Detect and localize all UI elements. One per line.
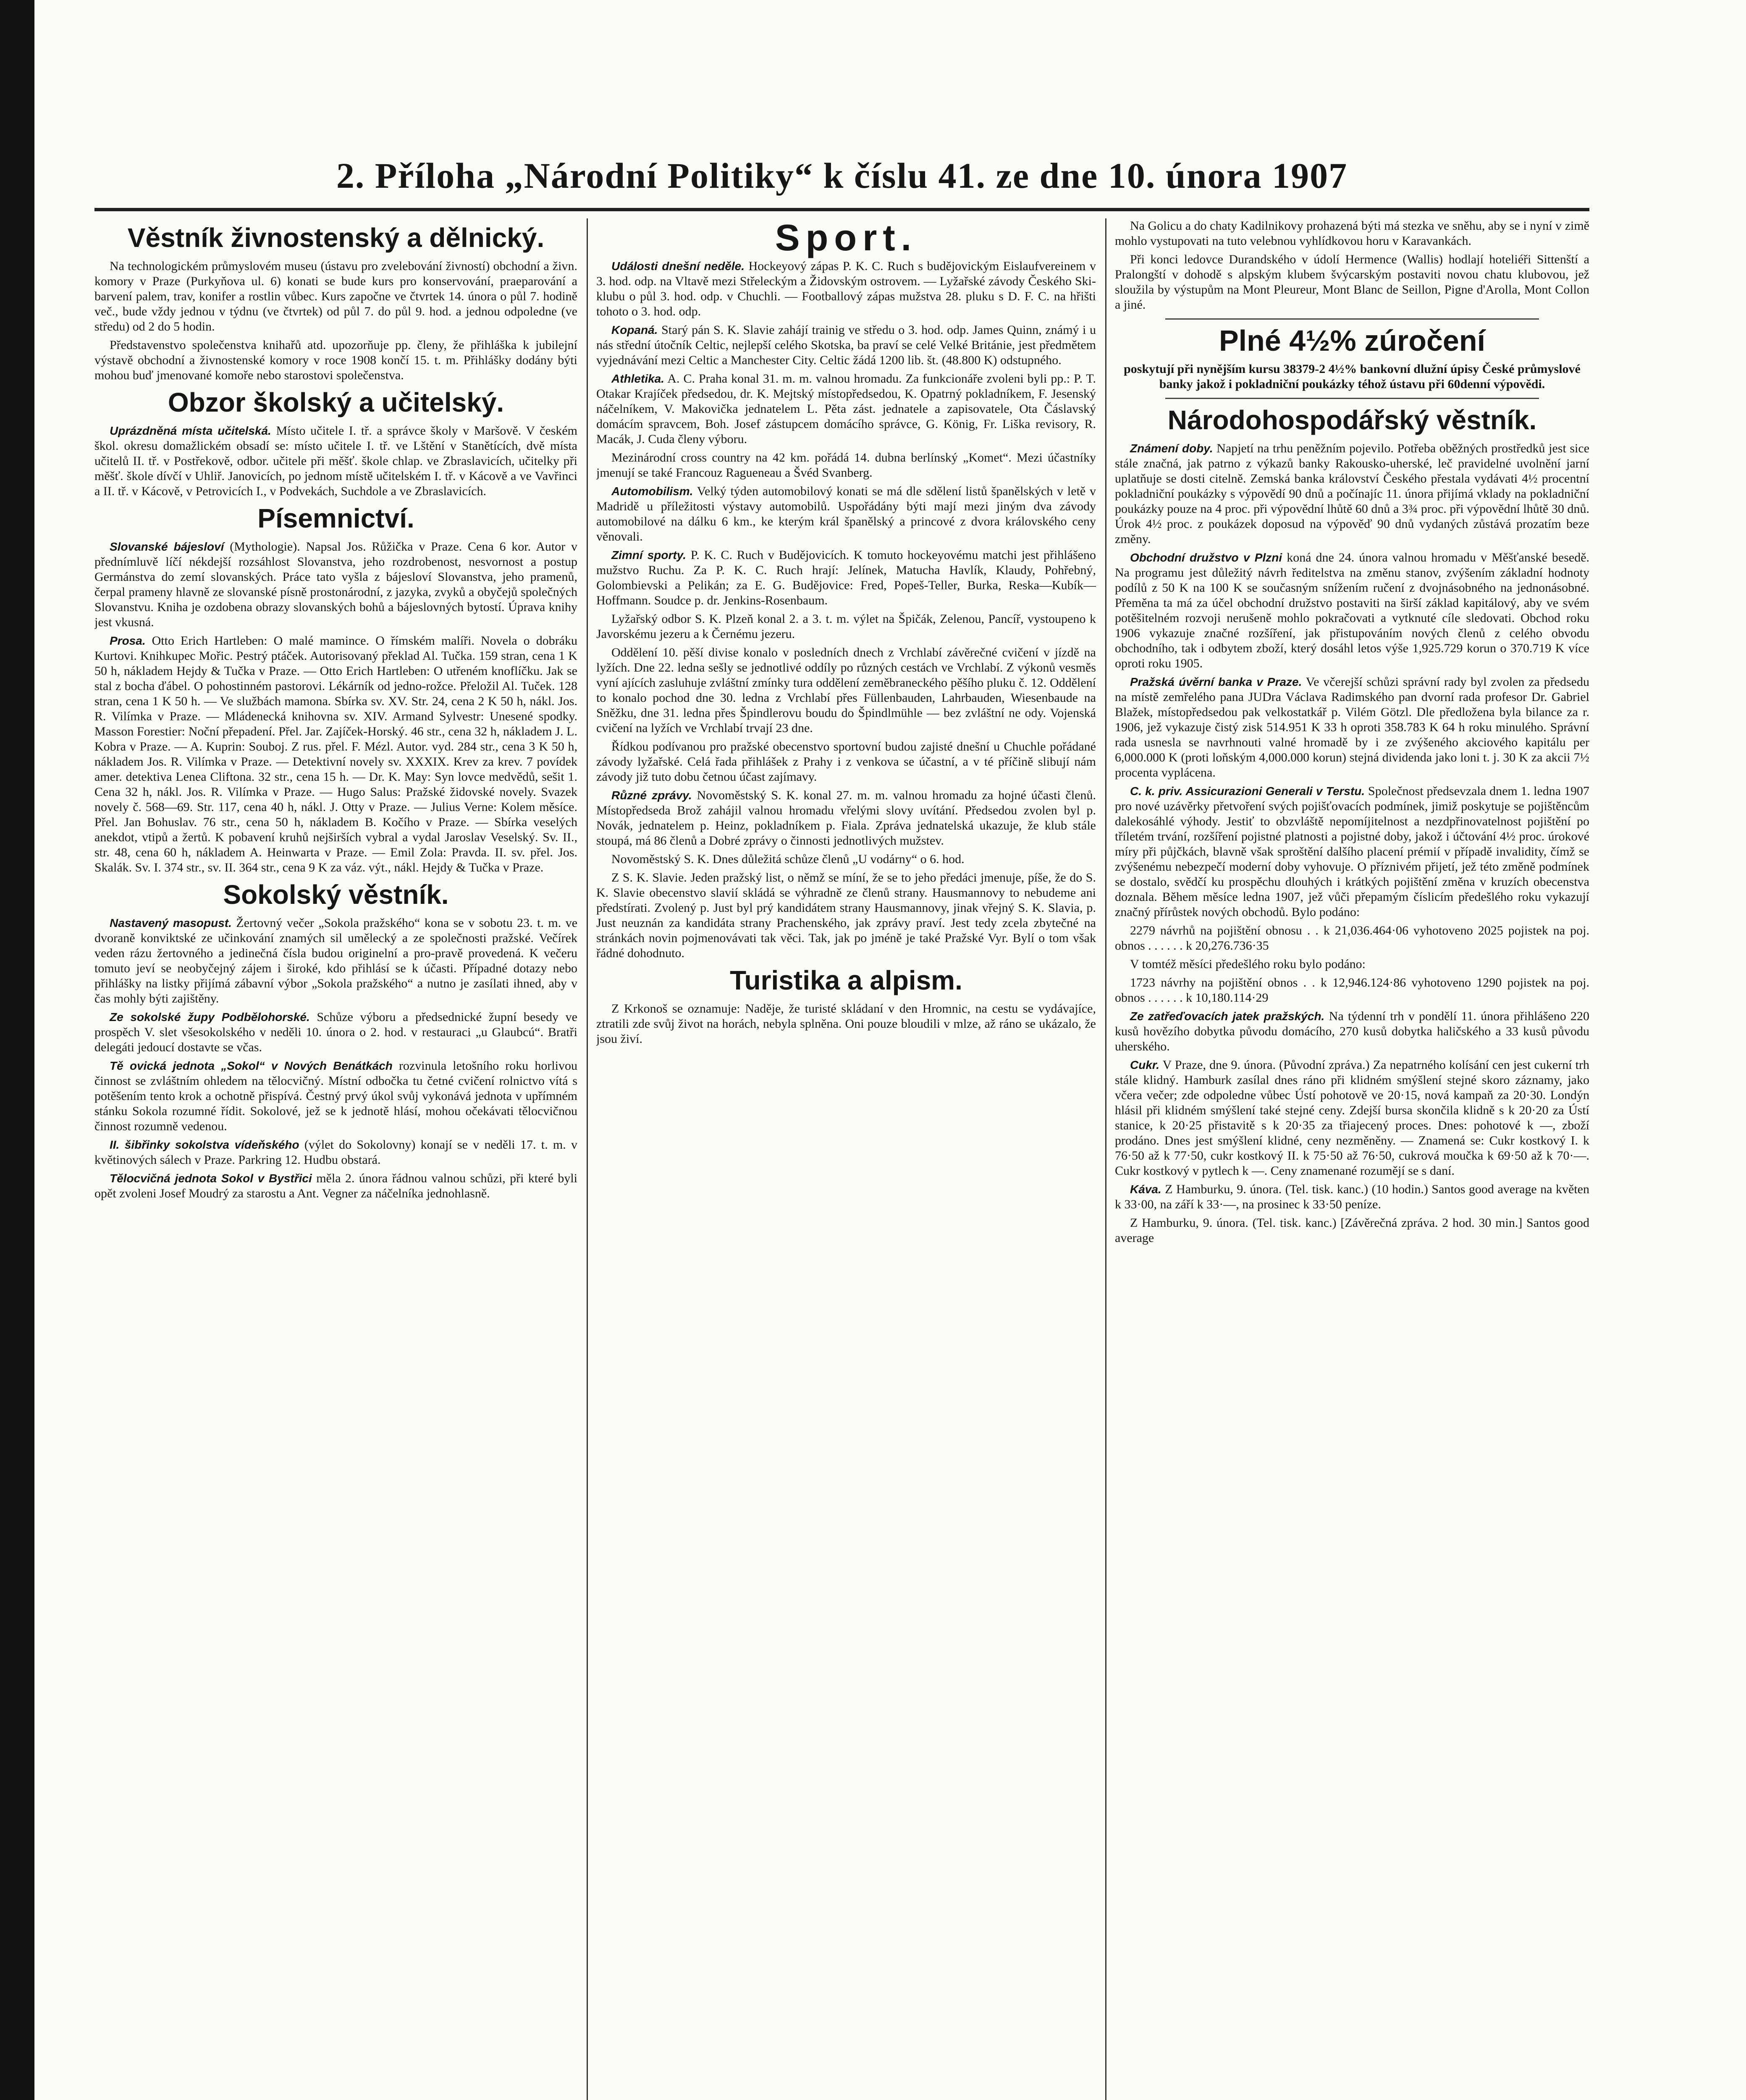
run-in-heading: II. šibřinky sokolstva vídeňského	[110, 1138, 299, 1151]
run-in-heading: Obchodní družstvo v Plzni	[1130, 551, 1282, 564]
article-paragraph	[1115, 441, 1589, 547]
article-text: V Praze, dne 9. února. (Původní zpráva.) Za nepatrného kolísání cen jest cukerní trh stále klidný. Hamburk zasílal dnes ráno při klidném smýšlení stejné skoro záznamy, jako včera večer; zde odpoledne vůbec Ústí pohotově ve 20·15, nová kampaň za 20·30. Londýn hlásil při klidném smýšlení také stejné ceny. Zdejší bursa skončila klidně s k 20·20 za Ústí stanice, k 20·25 přistavitě s k 20·35 za třiajecený proces. Dnes: pohotové k —, zboží prodáno. Dnes jest smýšlení klidné, ceny nezměněny. — Znamená se: Cukr kostkový I. k 76·50 až k 77·50, cukr kostkový II. k 75·50 až 76·50, cukrová moučka k 69·50 až k 70·—. Cukr kostkový v pytlech k —. Ceny znamenané rozumějí se s daní.	[1115, 1058, 1589, 1178]
article-text: rozvinula letošního roku horlivou činnost se zvláštním ohledem na tělocvičný. Místní odbočka tu četné cvičení rolnictvo vítá s potěšením tento krok a ochotně přispívá. Čestný prvý úkol svůj vykonává jednota v upřímném stánku Sokola rozumné řídit. Sokolové, jež se k jednotě hlásí, mohou očekávati tělocvičnou činnost rozumně vedenou.	[94, 1059, 577, 1133]
article-paragraph	[596, 548, 1096, 608]
article-text: A. C. Praha konal 31. m. m. valnou hromadu. Za funkcionáře zvoleni byli pp.: P. T. Otakar Krajíček předsedou, dr. K. Mejtský místopředsedou, K. Opatrný pokladníkem, F. Jesenský náčelníkem, V. Makovička jednatelem L. Pěta zást. jednatele a zapisovatele, Ota Čáslavský domácím spravcem, Boh. Josef zástupcem domácího správce, G. König, Fr. Liška revisory, R. Macák, J. Cuda členy výboru.	[596, 372, 1096, 446]
article-paragraph: Z S. K. Slavie. Jeden pražský list, o němž se míní, že se to jeho předáci jmenuje, píše, že do S. K. Slavie obecenstvo slavií skládá se výhradně ze členů strany. Hausmannovy to nebudeme ani předstírati. Zvolený p. Just byl prý kandidátem strany Hausmannovy, jinak vřejný S. K. Slavia, p. Just neuznán za kandidáta strany Prachenského, jak zprávy praví. Jest tedy zcela zbytečné na stránkách novin pojmenovávati tak věci. Tak, jak po jméně je také Pražské Vyr. Bylí o tom však řádné dohodnuto.	[596, 871, 1096, 960]
article-paragraph: Lyžařský odbor S. K. Plzeň konal 2. a 3. t. m. výlet na Špičák, Zelenou, Pancíř, vystoupeno k Javorskému jezeru a k Černému jezeru.	[596, 612, 1096, 641]
article-paragraph: Z Krkonoš se oznamuje: Naděje, že turisté skládaní v den Hromnic, na cestu se vydávajíce, ztratili zde svůj život na horách, nebyla splněna. Oni pouze bloudili v mlze, až ráno se ukázalo, že jsou živí.	[596, 1002, 1096, 1046]
article-paragraph: Představenstvo společenstva knihařů atd. upozorňuje pp. členy, že přihláška k jubilejní výstavě obchodní a živnostenské komory v roce 1908 končí 15. t. m. Přihlášky dodány býti mohou buď jmenované komoře nebo starostovi společenstva.	[94, 338, 577, 382]
article-paragraph: Řídkou podívanou pro pražské obecenstvo sportovní budou zajisté dnešní u Chuchle pořádané závody lyžařské. Celá řada přihlášek z Prahy i z venkova se účastní, a v té příčině slibují nám závody již tuto dobu četnou účast zajímavy.	[596, 740, 1096, 784]
statistics-line: 1723 návrhy na pojištění obnos . . k 12,946.124·86 vyhotoveno 1290 pojistek na poj. obnos . . . . . . k 10,180.114·29	[1115, 976, 1589, 1005]
column-3	[1115, 218, 1589, 2100]
article-paragraph	[596, 323, 1096, 368]
column-1	[94, 218, 577, 2100]
divider-rule	[1165, 318, 1539, 320]
run-in-heading: Zimní sporty.	[611, 549, 687, 562]
run-in-heading: Kopaná.	[611, 323, 658, 336]
section-heading: Turistika a alpism.	[730, 965, 962, 995]
run-in-heading: Cukr.	[1130, 1058, 1160, 1071]
article-text: Otto Erich Hartleben: O malé mamince. O římském malíři. Novela o dobráku Kurtovi. Knihkupec Mořic. Pestrý ptáček. Autorisovaný překlad Al. Tučka. 159 stran, cena 1 K 50 h, nákladem Hejdy & Tučka v Praze. — Otto Erich Hartleben: O utřeném knoflíčku. Jak se stal z bocha ďábel. O pohostinném pastorovi. Lékárník od jedno-rožce. Přeložil Al. Tuček. 128 stran, cena 1 K 50 h. — Ve službách mamona. Sbírka sv. XV. Str. 24, cena 2 K 50 h, nákl. Jos. R. Vilímka v Praze. — Mládenecká knihovna sv. XIV. Armand Sylvestr: Unesené spodky. Masson Forestier: Noční přepadení. Přel. Jar. Zajíček-Horský. 46 str., cena 32 h, nákladem J. L. Kobra v Praze. — A. Kuprin: Souboj. Z rus. přel. F. Mézl. Autor. vyd. 284 str., cena 3 K 50 h, nákladem Jos. R. Vilímka v Praze. — Detektivní novely sv. XXXIX. Krev za krev. 7 povídek amer. detektiva Lenea Cliftona. 32 str., cena 15 h. — Dr. K. May: Syn lovce medvědů, sešit 1. Cena 32 h, nákl. Jos. R. Vilímka v Praze. — Hugo Salus: Pražské židovské novely. Svazek novely č. 568—69. Str. 117, cena 40 h, nákl. J. Otty v Praze. — Julius Verne: Kolem měsíce. Přel. Jan Bohuslav. 76 str., cena 50 h, nákladem B. Kočího v Praze. — Sbírka veselých anekdot, vtipů a žertů. K pobavení kruhů nejširších vybral a vydal Jaroslav Veselský. Sv. II., str. 48, cena 60 h, nákladem A. Heinwarta v Praze. — Emil Zola: Pravda. II. sv. přel. Jos. Skalák. Sv. I. 374 str., sv. II. 364 str., cena 9 K za váz. výt., nákl. Hejdy & Tučka v Praze.	[94, 634, 577, 874]
article-paragraph: Na technologickém průmyslovém museu (ústavu pro zvelebování živností) obchodní a živn. komory v Praze (Purkyňova ul. 6) konati se bude kurs pro konservování, praeparování a barvení palem, trav, konifer a rostlin vůbec. Kurs započne ve čtvrtek 14. února o půl 7. hodině več., bude vždy jednou v týdnu (ve čtvrtek) od půl 7. do půl 9. hod. a jednou odpoledne (ve středu) od 2 do 5 hodin.	[94, 259, 577, 333]
article-text: (Mythologie). Napsal Jos. Růžička v Praze. Cena 6 kor. Autor v přednímluvě líčí nékdejší rozsáhlost Slovanstva, jeho rozdrobenost, nesvornost a postup Germánstva do zemí slovanských. Práce tato vyšla z bájesloví Slovanstva, jeho pramenů, čerpal prameny hlavně ze slovanské písně prostonárodní, z jazyka, zvyků a obyčejů společných Slovanstvu. Kniha je ozdobena obrazy slovanských bohů a bájeslovných bytostí. Úprava knihy jest vkusná.	[94, 540, 577, 629]
section-heading: Obzor školský a učitelský.	[168, 387, 504, 417]
masthead: 2. Příloha „Národní Politiky“ k číslu 41. ze dne 10. února 1907	[336, 155, 1348, 196]
column-divider	[1105, 218, 1106, 2100]
article-text: Místo učitele I. tř. a správce školy v Maršově. V českém škol. okresu domažlickém obsadí se: místo učitele I. tř. ve Lštění v Stanětících, dvě místa učitelů II. tř. v Postřekově, odbor. učitele při měšť. škole chlap. ve Zbraslavicích, učitelky při měšť. škole dívčí v Uhliř. Janovicích, po jednom místě učitelském I. tř. v Kácově a ve Vavřinci a II. tř. v Kácově, v Petrovicích I., v Podvekách, Suchdole a ve Zbraslavicích.	[94, 424, 577, 498]
statistics-line: 2279 návrhů na pojištění obnosu . . k 21,036.464·06 vyhotoveno 2025 pojistek na poj. obnos . . . . . . k 20,276.736·35	[1115, 924, 1589, 953]
run-in-heading: Tě ovická jednota „Sokol“ v Nových Benátkách	[110, 1059, 393, 1072]
article-text: Z Hamburku, 9. února. (Tel. tisk. kanc.) (10 hodin.) Santos good average na květen k 33·00, na září k 33·—, na prosinec k 33·50 peníze.	[1115, 1182, 1589, 1211]
article-text: koná dne 24. února valnou hromadu v Měšťanské besedě. Na programu jest důležitý návrh ředitelstva na změnu stanov, zvýšením základní hodnoty podílů z 50 K na 100 K se současným snížením ručení z dvojnásobného na jednonásobné. Přeměna ta má za účel obchodní družstvo postaviti na širší základ kapitálový, aby ve svém potěšitelném rozvoji nerušeně mohlo pokračovati a vytknuté cíle sledovati. Obchod roku 1906 vykazuje značné rozšíření, jak přistupováním nových členů z celého obvodu obchodního, tak i odbytem zboží, který dosáhl letos výše 1,925.729 korun o 370.719 K více oproti roku 1905.	[1115, 551, 1589, 670]
advertisement-heading: Plné 4½% zúročení	[1219, 324, 1486, 357]
section-heading: Věstník živnostenský a dělnický.	[127, 223, 545, 253]
article-text: Napjetí na trhu peněžním pojevilo. Potřeba oběžných prostředků jest sice stále značná, jak patrno z výkazů banky Rakousko-uherské, leč pravidelné uvolnění jarní uplatňuje se dosti citelně. Zemská banka království Českého přestala vydávati 4½ procentní pokladniční poukázky s výpovědí 90 dnů a počínajíc 11. února přijímá vklady na pokladniční poukázky pouze na 4 proc. při výpovědní lhůtě 60 dnů a 3¾ proc. při výpovědní lhůtě 30 dnů. Úrok 4½ proc. z poukázek doposud na výpověď 90 dnů vydaných zůstává prozatím beze změny.	[1115, 441, 1589, 546]
run-in-heading: Události dnešní neděle.	[611, 260, 745, 273]
run-in-heading: Známení doby.	[1130, 442, 1213, 455]
article-text: Žertovný večer „Sokola pražského“ kona se v sobotu 23. t. m. ve dvoraně konviktské ze učinkování znamých sil umělecký a ze společnosti pražské. Večírek veden rázu žertovného a jedinečná čísla budou originelní a pro-pravě provedená. K večeru tomuto jeví se neobyčejný zájem i široké, kdo přihlásí se k účasti. Případné dotazy nebo přihlášky na listky přijímá zábavní výbor „Sokola pražského“ a nutno je zasílati ihned, aby v čas mohly býti zajištěny.	[94, 916, 577, 1005]
article-paragraph	[1115, 1058, 1589, 1179]
run-in-heading: Slovanské bájesloví	[110, 540, 224, 553]
article-paragraph	[596, 259, 1096, 319]
article-text: měla 2. února řádnou valnou schůzi, při které byli opět zvoleni Josef Moudrý za starostu a Ant. Vegner za náčelníka jednohlasně.	[94, 1171, 577, 1200]
run-in-heading: C. k. priv. Assicurazioni Generali v Terstu.	[1130, 785, 1365, 798]
article-paragraph: Oddělení 10. pěší divise konalo v posledních dnech z Vrchlabí závěrečné cvičení v jízdě na lyžích. Dne 22. ledna sešly se jednotlivé oddíly po různých cestách ve Vrchlabí. Z výkonů vesměs vyní ajících zasluhuje zvláštní zmínky tura oddělení zeměbraneckého pěšího pluku č. 12. Oddělení to konalo pochod dne 30. ledna z Vrchlabí přes Füllenbauden, Lahrbauden, Wiesenbaude na Sněžku, dne 31. ledna přes Špindlerovu boudu do Špindlmühle — bez zvláštní ne ody. Vojenská cvičení na lyžích ve Vrchlabí trvají 23 dne.	[596, 646, 1096, 735]
article-paragraph	[1115, 1009, 1589, 1054]
article-paragraph	[94, 1171, 577, 1201]
article-paragraph	[94, 633, 577, 875]
run-in-heading: Uprázdněná místa učitelská.	[110, 424, 271, 437]
run-in-heading: Ze zatřeďovacích jatek pražských.	[1130, 1010, 1325, 1023]
article-text: Na týdenní trh v pondělí 11. února přihlášeno 220 kusů hovězího dobytka původu domácího, 270 kusů dobytka haličského a 33 kusů původu uherského.	[1115, 1009, 1589, 1053]
article-paragraph: Při konci ledovce Durandského v údolí Hermence (Wallis) hodlají hoteliéři Sittenští a Pralongští v dohodě s alpským klubem švýcarským postaviti novou chatu klubovou, jež sloužila by výstupům na Mont Pleureur, Mont Blanc de Seillon, Pigne d'Arolla, Mont Collon a jiné.	[1115, 252, 1589, 312]
run-in-heading: Pražská úvěrní banka v Praze.	[1130, 675, 1302, 688]
article-paragraph	[596, 371, 1096, 447]
column-divider	[587, 218, 588, 2100]
run-in-heading: Káva.	[1130, 1183, 1161, 1196]
article-text: (výlet do Sokolovny) konají se v neděli 17. t. m. v květinových sálech v Praze. Parkring 12. Hudbu obstará.	[94, 1138, 577, 1167]
article-paragraph	[94, 1010, 577, 1055]
article-paragraph	[1115, 550, 1589, 671]
article-text: Ve včerejší schůzi správní rady byl zvolen za předsedu na místě zemřelého pana JUDra Václava Radimského pan dvorní rada profesor Dr. Gabriel Blažek, místopředsedou pak velkostatkář p. Vilém Götzl. Dle předložena byla bilance za r. 1906, jež vykazuje čistý zisk 514.951 K 33 h oproti 358.783 K 64 h roku minulého. Správní rada usnesla se navrhnouti valné hromadě by i ze zvýšeného akciového kapitálu per 6,000.000 K (proti loňským 4,000.000 korun) stejná dividenda jako loni t. j. 30 K za akcii 7½ procenta vyplácena.	[1115, 675, 1589, 780]
article-paragraph	[1115, 675, 1589, 780]
run-in-heading: Athletika.	[611, 372, 665, 385]
article-paragraph: Novoměstský S. K. Dnes důležitá schůze členů „U vodárny“ o 6. hod.	[611, 852, 965, 866]
column-2	[596, 218, 1096, 2100]
section-heading: Písemnictví.	[257, 503, 414, 533]
article-paragraph: V tomtéž měsíci předešlého roku bylo podáno:	[1130, 957, 1366, 971]
article-paragraph	[596, 788, 1096, 848]
article-paragraph: Z Hamburku, 9. února. (Tel. tisk. kanc.) [Závěrečná zpráva. 2 hod. 30 min.] Santos good average	[1115, 1216, 1589, 1245]
section-heading: Sport.	[775, 218, 918, 258]
run-in-heading: Nastavený masopust.	[110, 916, 232, 929]
article-text: P. K. C. Ruch v Budějovicích. K tomuto hockeyovému matchi jest přihlášeno mužstvo Ruchu. Za P. K. C. Ruch hrají: Jelínek, Matucha Havlík, Klaudy, Pohřebný, Golombievski a Pelikán; za E. G. Budějovice: Fred, Popeš-Teller, Burka, Reska—Kubík—Hoffmann. Soudce p. dr. Jenkins-Rosenbaum.	[596, 548, 1096, 607]
article-paragraph	[596, 484, 1096, 544]
divider-rule	[1165, 398, 1539, 399]
article-paragraph	[94, 1058, 577, 1134]
article-paragraph	[94, 423, 577, 499]
article-text: Společnost předsevzala dnem 1. ledna 1907 pro nové uzávěrky přetvoření svých pojišťovacích podmínek, jimiž poskytuje se pojištěncům dalekosáhlé výhody. Jestiť to obzvláště nepomíjitelnost a nezdpřinovatelnost pojištění po tříletém trvání, rozšíření pojistné platnosti a pojistné doby, jakož i účtování 4½ proc. úrokové míry při půjčkách, blavně však sproštění dalšího placení prémií v případě invalidity, čímž se zvýšenému nebezpečí moderní doby vyhovuje. O příznivém přijetí, jež této změně podmínek se dostalo, svědčí ku prospěchu dlouhých i krátkých pojištění změna v kruzích obecenstva doznala. Během měsíce ledna 1907, jež vůči přepamým číslicím předešlého roku vykazují značný přírůstek nových obchodů. Bylo podáno:	[1115, 784, 1589, 919]
article-paragraph	[1115, 784, 1589, 920]
article-text: Velký týden automobilový konati se má dle sdělení listů španělských v letě v Madridě u příležitosti výstavy automobilů. Uspořádány býti mají mezi jiným dva závody automobilové na dálku 6 km., ke kterým král španělský a princové z dvora královského ceny věnovali.	[596, 484, 1096, 543]
article-paragraph: Mezinárodní cross country na 42 km. pořádá 14. dubna berlínský „Komet“. Mezi účastníky jmenují se také Francouz Ragueneau a Švéd Svanberg.	[596, 451, 1096, 480]
masthead-rule	[94, 208, 1589, 211]
scan-edge	[0, 0, 34, 2100]
section-heading: Národohospodářský věstník.	[1167, 405, 1537, 435]
article-text: Schůze výboru a předsednické župní besedy ve prospěch V. slet všesokolského v neděli 10. února o 2. hod. v restauraci „u Glaubcú“. Bratři delegáti jedoucí dostavte se včas.	[94, 1010, 577, 1054]
article-paragraph	[94, 539, 577, 630]
section-heading: Sokolský věstník.	[223, 879, 449, 910]
article-text: Novoměstský S. K. konal 27. m. m. valnou hromadu za hojné účasti členů. Místopředseda Brož zahájil valnou hromadu vřelými slovy uvítání. Předsedou zvolen byl p. Novák, jednatelem p. Heinz, pokladníkem p. Fiala. Zpráva jednatelská ukazuje, že klub stále stoupá, má 86 členů a Dobré zprávy o činnosti jednotlivých mužstev.	[596, 788, 1096, 848]
article-paragraph: Na Golicu a do chaty Kadilnikovy prohazená býti má stezka ve sněhu, aby se i nyní v zimě mohlo vystupovati na tuto velebnou vyhlídkovou horu v Karavankách.	[1115, 219, 1589, 248]
article-paragraph	[1115, 1182, 1589, 1212]
article-paragraph	[94, 1137, 577, 1168]
run-in-heading: Ze sokolské župy Podbělohorské.	[110, 1011, 310, 1024]
article-text: Starý pán S. K. Slavie zahájí trainig ve středu o 3. hod. odp. James Quinn, známý i u nás střední útočník Celtic, nejlepší celého Skotska, ba praví se celé Velké Británie, jest předmětem vyjednávání mezi Celtic a Manchester City. Celtic žádá 1200 lib. št. (48.800 K) odstupného.	[596, 323, 1096, 367]
advertisement-text: poskytují při nynějším kursu 38379-2 4½% bankovní dlužní úpisy České průmyslové banky jakož i pokladniční poukázky téhož ústavu při 60denní výpovědi.	[1124, 362, 1581, 391]
article-paragraph	[94, 916, 577, 1006]
run-in-heading: Tělocvičná jednota Sokol v Bystřici	[110, 1172, 312, 1185]
run-in-heading: Automobilism.	[611, 485, 693, 498]
run-in-heading: Prosa.	[110, 634, 146, 647]
run-in-heading: Různé zprávy.	[611, 789, 692, 802]
article-text: Hockeyový zápas P. K. C. Ruch s budějovickým Eislaufvereinem v 3. hod. odp. na Vltavě mezi Střeleckým a Židovským ostrovem. — Lyžařské závody Českého Ski-klubu o půl 3. hod. odp. v Chuchli. — Footballový zápas mužstva 28. pluku s D. F. C. na hřišti tohoto o 3. hod. odp.	[596, 259, 1096, 318]
